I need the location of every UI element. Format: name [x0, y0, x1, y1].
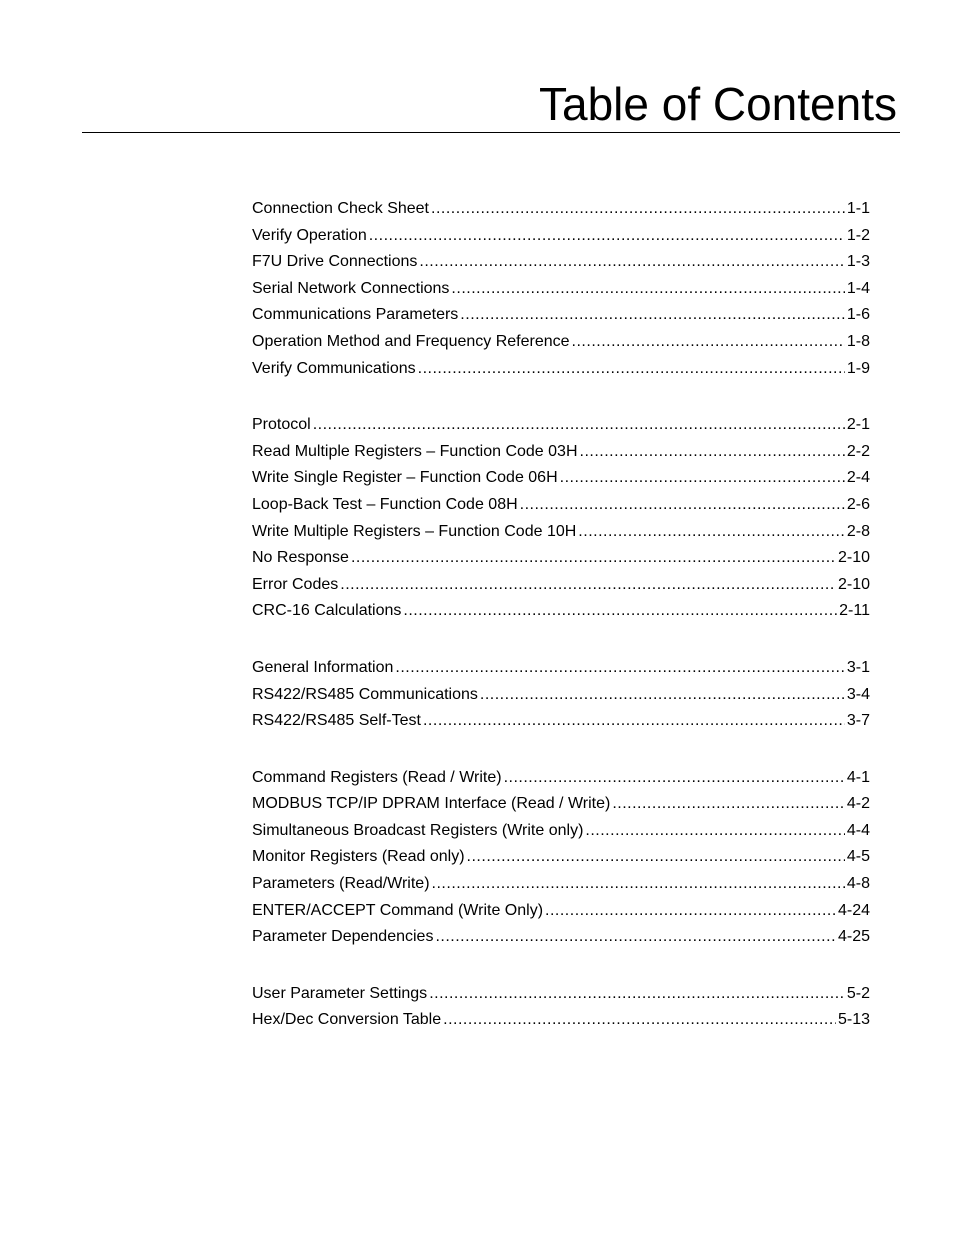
toc-entry-page-number: 2-6 — [846, 495, 870, 513]
toc-entry-page-number: 1-3 — [846, 253, 870, 271]
toc-entry-title[interactable]: Error Codes — [252, 575, 339, 593]
toc-entry[interactable] — [252, 439, 870, 466]
toc-entry-title[interactable]: Parameters (Read/Write) — [252, 875, 430, 893]
toc-entry[interactable] — [252, 492, 870, 519]
page-title: Table of Contents — [538, 78, 897, 130]
toc-entry-page-number: 2-10 — [837, 575, 870, 593]
toc-entry[interactable] — [252, 655, 870, 682]
dot-leader — [395, 655, 844, 681]
toc-entry[interactable] — [252, 196, 870, 223]
toc-entry[interactable] — [252, 276, 870, 303]
dot-leader — [585, 818, 844, 844]
toc-entry[interactable] — [252, 329, 870, 356]
toc-entry[interactable] — [252, 519, 870, 546]
toc-entry-title[interactable]: General Information — [252, 658, 394, 676]
toc-entry[interactable] — [252, 708, 870, 735]
toc-entry-page-number: 4-24 — [837, 901, 870, 919]
toc-entry[interactable] — [252, 844, 870, 871]
toc-entry-page-number: 4-25 — [837, 928, 870, 946]
toc-entry[interactable] — [252, 356, 870, 383]
toc-entry-page-number: 1-2 — [846, 226, 870, 244]
toc-entry[interactable] — [252, 598, 870, 625]
toc-entry-page-number: 4-2 — [846, 795, 870, 813]
toc-entry-page-number: 2-2 — [846, 442, 870, 460]
toc-entry-page-number: 1-6 — [846, 306, 870, 324]
dot-leader — [340, 572, 836, 598]
dot-leader — [419, 249, 844, 275]
dot-leader — [432, 871, 845, 897]
toc-entry-page-number: 2-10 — [837, 549, 870, 567]
toc-entry-title[interactable]: No Response — [252, 549, 349, 567]
toc-entry[interactable] — [252, 223, 870, 250]
toc-entry-page-number: 2-8 — [846, 522, 870, 540]
dot-leader — [418, 356, 845, 382]
toc-entry-title[interactable]: CRC-16 Calculations — [252, 602, 402, 620]
dot-leader — [435, 924, 836, 950]
toc-section — [252, 765, 870, 951]
toc-entry[interactable] — [252, 871, 870, 898]
dot-leader — [313, 412, 845, 438]
dot-leader — [578, 519, 845, 545]
toc-entry[interactable] — [252, 818, 870, 845]
toc-entry[interactable] — [252, 465, 870, 492]
toc-entry[interactable] — [252, 572, 870, 599]
toc-entry-title[interactable]: Protocol — [252, 416, 311, 434]
toc-entry-page-number: 1-1 — [846, 200, 870, 217]
toc-entry-title[interactable]: Serial Network Connections — [252, 279, 450, 297]
toc-entry-title[interactable]: RS422/RS485 Self-Test — [252, 712, 421, 730]
toc-entry-title[interactable]: Command Registers (Read / Write) — [252, 768, 502, 786]
toc-entry-page-number: 4-4 — [846, 821, 870, 839]
toc-entry[interactable] — [252, 302, 870, 329]
toc-section — [252, 655, 870, 735]
dot-leader — [431, 196, 845, 222]
dot-leader — [369, 223, 845, 249]
toc-entry-title[interactable]: User Parameter Settings — [252, 984, 428, 1002]
toc-entry-page-number: 3-7 — [846, 712, 870, 730]
toc-entry-title[interactable]: Hex/Dec Conversion Table — [252, 1011, 442, 1029]
dot-leader — [443, 1007, 836, 1033]
toc-entry-title[interactable]: Write Multiple Registers – Function Code 10H — [252, 522, 577, 540]
toc-entry-title[interactable]: Operation Method and Frequency Reference — [252, 332, 570, 350]
toc-section — [252, 412, 870, 625]
toc-entry-title[interactable]: Loop-Back Test – Function Code 08H — [252, 495, 518, 513]
toc-entry-page-number: 2-4 — [846, 469, 870, 487]
toc-entry[interactable] — [252, 924, 870, 951]
dot-leader — [580, 439, 845, 465]
toc-entry-title[interactable]: Verify Operation — [252, 226, 367, 244]
dot-leader — [403, 598, 837, 624]
dot-leader — [504, 765, 845, 791]
table-of-contents — [252, 196, 870, 1064]
toc-entry-page-number: 1-4 — [846, 279, 870, 297]
toc-entry-title[interactable]: Write Single Register – Function Code 06H — [252, 469, 558, 487]
toc-entry-page-number: 5-13 — [837, 1011, 870, 1029]
toc-entry-title[interactable]: Read Multiple Registers – Function Code 03H — [252, 442, 578, 460]
toc-entry-title[interactable]: Connection Check Sheet — [252, 200, 429, 217]
dot-leader — [451, 276, 844, 302]
toc-entry[interactable] — [252, 981, 870, 1008]
toc-section — [252, 981, 870, 1034]
toc-entry-title[interactable]: Monitor Registers (Read only) — [252, 848, 465, 866]
toc-entry-title[interactable]: MODBUS TCP/IP DPRAM Interface (Read / Write) — [252, 795, 611, 813]
toc-entry-page-number: 3-1 — [846, 658, 870, 676]
dot-leader — [423, 708, 845, 734]
title-divider — [82, 132, 900, 133]
dot-leader — [612, 791, 845, 817]
dot-leader — [351, 545, 836, 571]
toc-entry-page-number: 3-4 — [846, 685, 870, 703]
toc-entry-page-number: 2-11 — [839, 602, 870, 620]
toc-entry-title[interactable]: F7U Drive Connections — [252, 253, 418, 271]
dot-leader — [560, 465, 845, 491]
dot-leader — [572, 329, 845, 355]
toc-entry-title[interactable]: Simultaneous Broadcast Registers (Write only) — [252, 821, 584, 839]
dot-leader — [429, 981, 845, 1007]
dot-leader — [467, 844, 845, 870]
toc-entry[interactable] — [252, 791, 870, 818]
toc-entry[interactable] — [252, 412, 870, 439]
toc-entry-title[interactable]: Communications Parameters — [252, 306, 459, 324]
toc-entry-title[interactable]: RS422/RS485 Communications — [252, 685, 478, 703]
toc-entry-page-number: 4-5 — [846, 848, 870, 866]
toc-entry[interactable] — [252, 545, 870, 572]
toc-entry-title[interactable]: ENTER/ACCEPT Command (Write Only) — [252, 901, 544, 919]
toc-entry[interactable] — [252, 1007, 870, 1034]
toc-entry[interactable] — [252, 682, 870, 709]
dot-leader — [520, 492, 845, 518]
toc-entry-page-number: 4-1 — [846, 768, 870, 786]
toc-entry-title[interactable]: Parameter Dependencies — [252, 928, 434, 946]
toc-entry[interactable] — [252, 898, 870, 925]
toc-entry[interactable] — [252, 765, 870, 792]
toc-section — [252, 196, 870, 382]
toc-entry-title[interactable]: Verify Communications — [252, 359, 416, 377]
dot-leader — [460, 302, 845, 328]
toc-entry-page-number: 5-2 — [846, 984, 870, 1002]
toc-entry-page-number: 1-8 — [846, 332, 870, 350]
toc-entry[interactable] — [252, 249, 870, 276]
dot-leader — [480, 682, 845, 708]
toc-entry-page-number: 2-1 — [846, 416, 870, 434]
toc-entry-page-number: 4-8 — [846, 875, 870, 893]
toc-entry-page-number: 1-9 — [846, 359, 870, 377]
dot-leader — [545, 898, 836, 924]
